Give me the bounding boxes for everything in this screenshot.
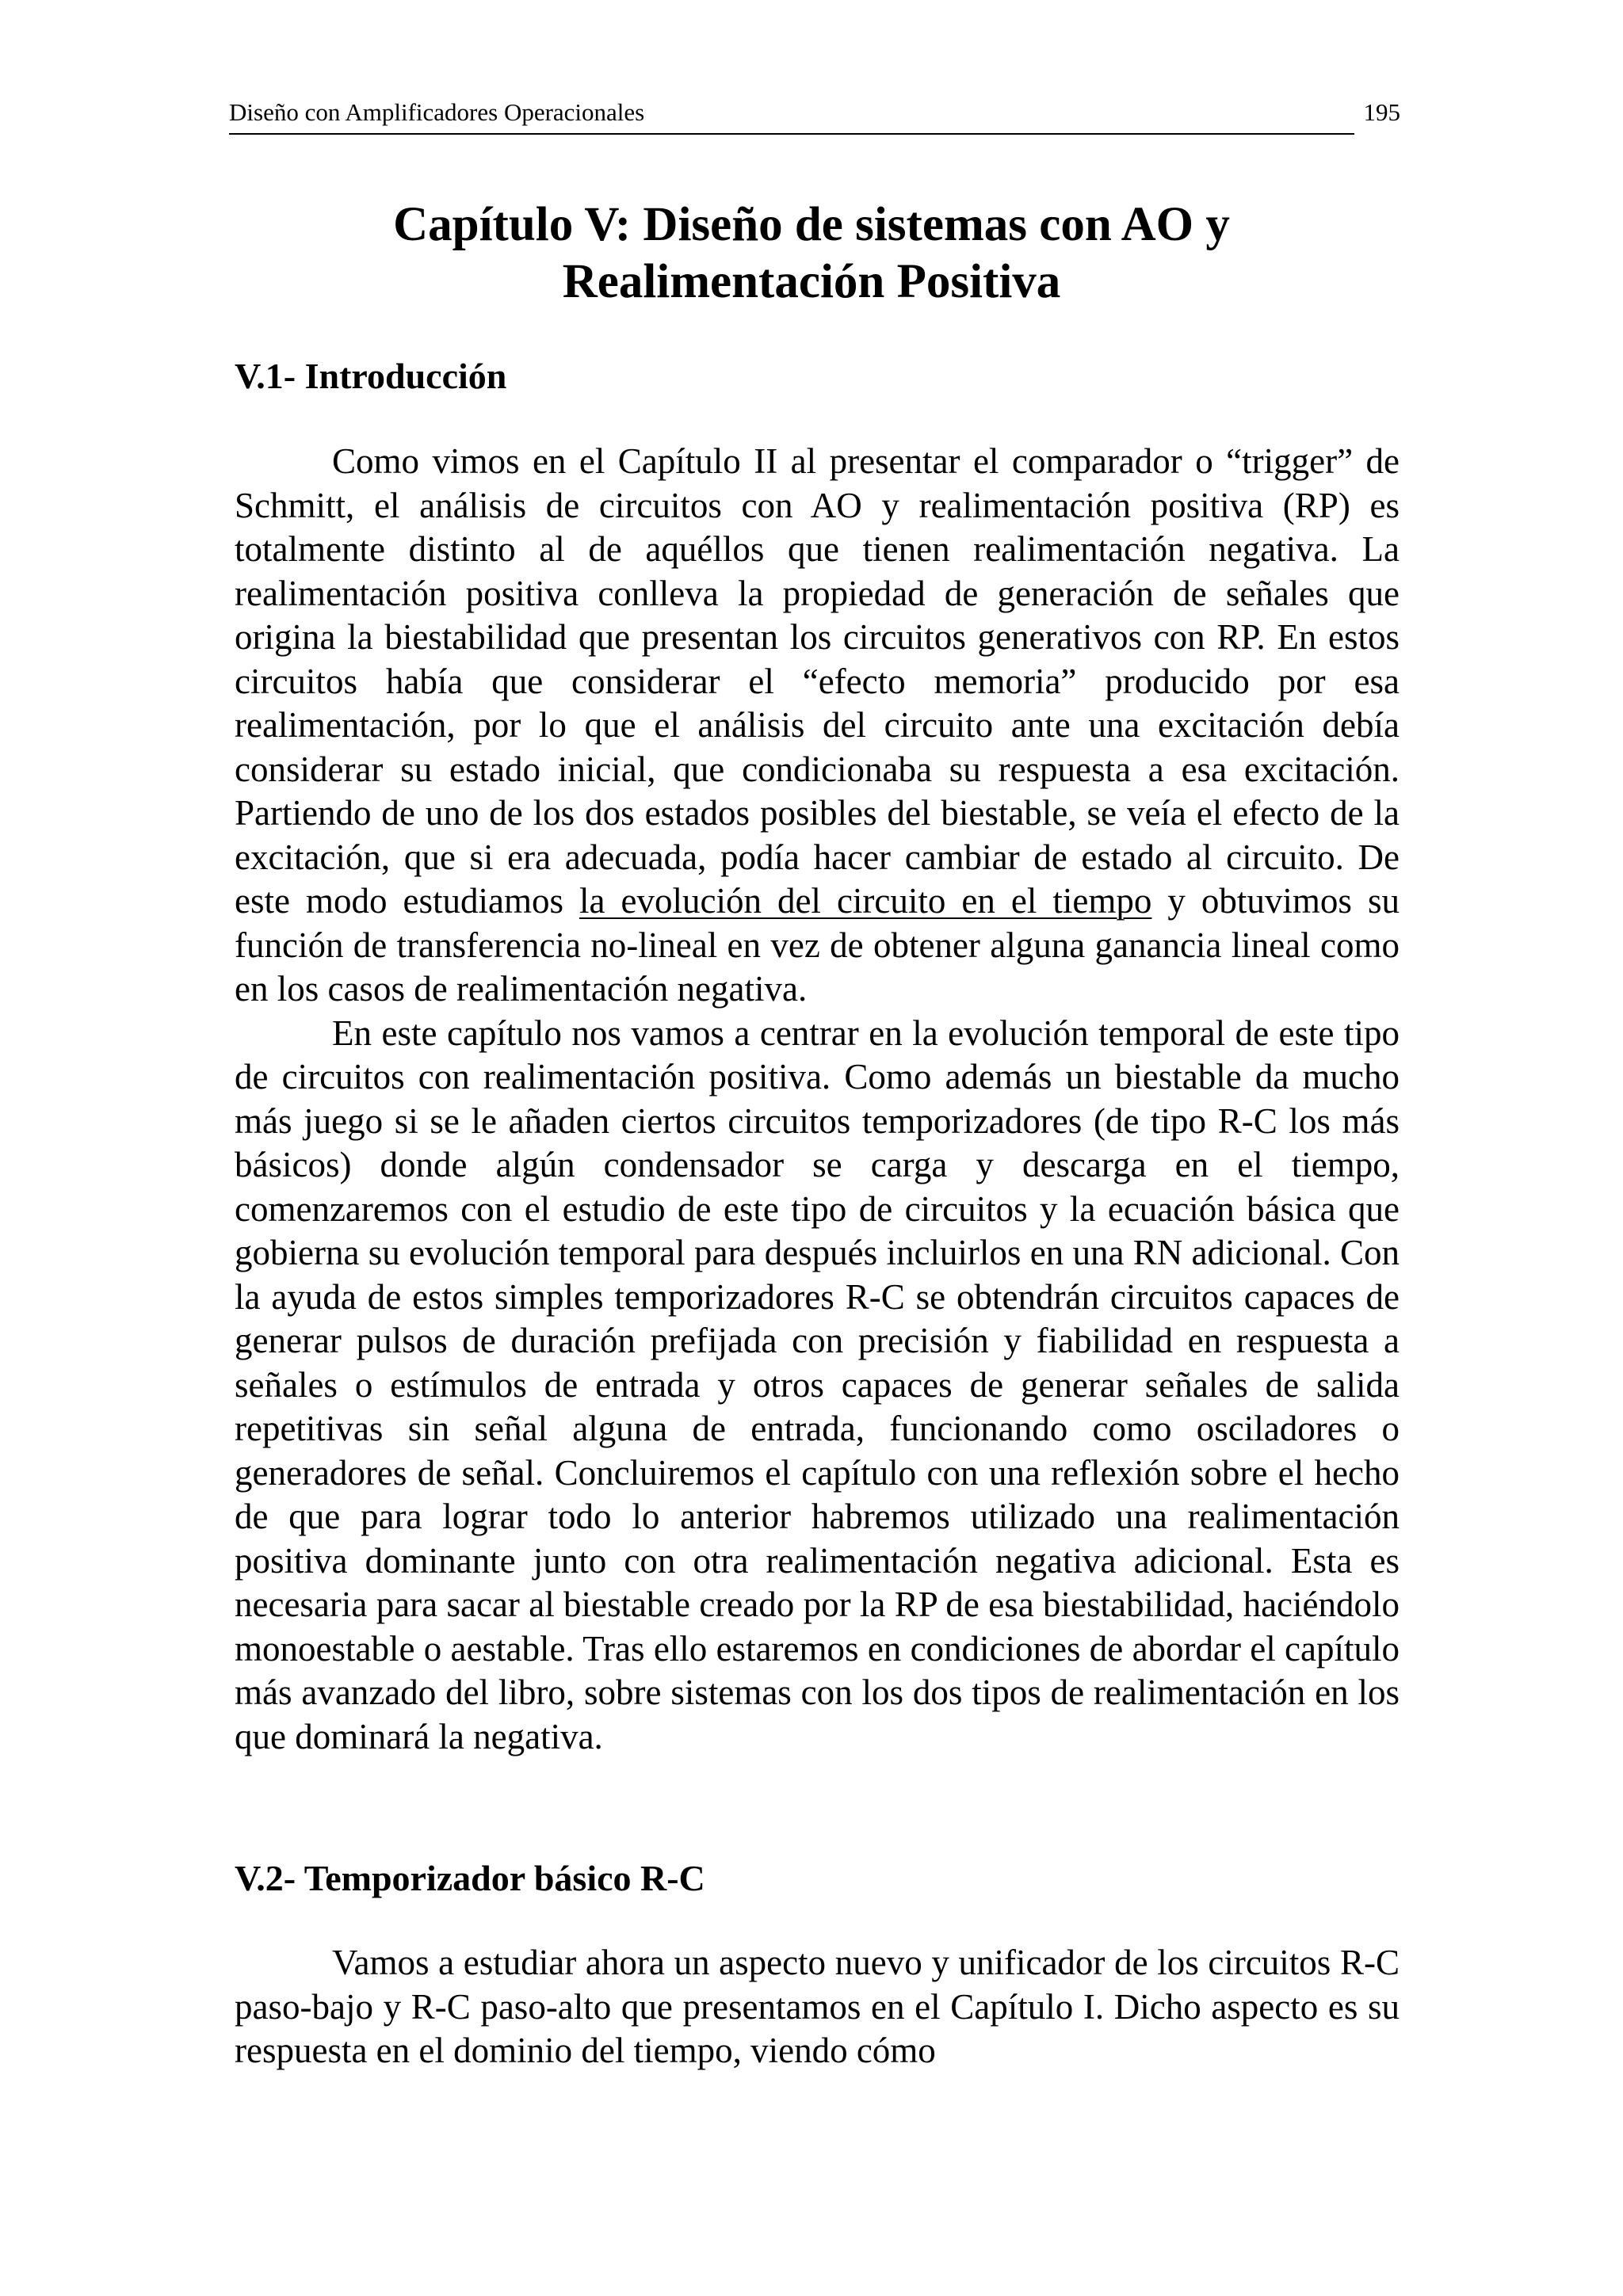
chapter-title: [229, 196, 1394, 311]
book-title: Diseño con Amplificadores Operacionales: [229, 98, 645, 126]
paragraph-2: En este capítulo nos vamos a centrar en la evolución temporal de este tipo de circuitos con realimentación positiva. Como además un biestable da mucho más juego si se le añaden ciertos circuitos temporizadores (de tipo R-C los más básicos) donde algún condensador se carga y descarga en el tiempo, comenzaremos con el estudio de este tipo de circuitos y la ecuación básica que gobierna su evolución temporal para después incluirlos en una RN adicional. Con la ayuda de estos simples temporizadores R-C se obtendrán circuitos capaces de generar pulsos de duración prefijada con precisión y fiabilidad en respuesta a señales o estímulos de entrada y otros capaces de generar señales de salida repetitivas sin señal alguna de entrada, funcionando como osciladores o generadores de señal. Concluiremos el capítulo con una reflexión sobre el hecho de que para lograr todo lo anterior habremos utilizado una realimentación positiva dominante junto con otra realimentación negativa adicional. Esta es necesaria para sacar al biestable creado por la RP de esa biestabilidad, haciéndolo monoestable o aestable. Tras ello estaremos en condiciones de abordar el capítulo más avanzado del libro, sobre sistemas con los dos tipos de realimentación en los que dominará la negativa.: [235, 1013, 1400, 1756]
chapter-title-line-2: Realimentación Positiva: [562, 255, 1061, 308]
section-introduccion-body: [235, 440, 1400, 1759]
section-temporizador-body: [235, 1941, 1400, 2073]
paragraph-3: Vamos a estudiar ahora un aspecto nuevo y unificador de los circuitos R-C paso-bajo y R-C paso-alto que presentamos en el Capítulo I. Dicho aspecto es su respuesta en el dominio del tiempo, viendo cómo: [235, 1943, 1400, 2070]
running-header: [229, 95, 1400, 135]
page-number: 195: [1363, 98, 1400, 126]
paragraph-1-text-end: y obtuvimos su función de transferencia no-lineal en vez de obtener alguna ganancia lineal como en los casos de realimentación negativa.: [235, 881, 1400, 1009]
paragraph-1: [235, 440, 1400, 1012]
section-heading-introduccion: V.1- Introducción: [235, 356, 507, 396]
paragraph-1-text-start: Como vimos en el Capítulo II al presentar el comparador o “trigger” de Schmitt, el análisis de circuitos con AO y realimentación positiva (RP) es totalmente distinto al de aquéllos que tienen realimentación negativa. La realimentación positiva conlleva la propiedad de generación de señales que origina la biestabilidad que presentan los circuitos generativos con RP. En estos circuitos había que considerar el “efecto memoria” producido por esa realimentación, por lo que el análisis del circuito ante una excitación debía considerar su estado inicial, que condicionaba su respuesta a esa excitación. Partiendo de uno de los dos estados posibles del biestable, se veía el efecto de la excitación, que si era adecuada, podía hacer cambiar de estado al circuito. De este modo estudiamos: [235, 441, 1400, 921]
chapter-title-line-1: Capítulo V: Diseño de sistemas con AO y: [393, 198, 1230, 251]
section-heading-temporizador: V.2- Temporizador básico R-C: [235, 1858, 705, 1898]
underlined-phrase: la evolución del circuito en el tiempo: [579, 881, 1152, 921]
